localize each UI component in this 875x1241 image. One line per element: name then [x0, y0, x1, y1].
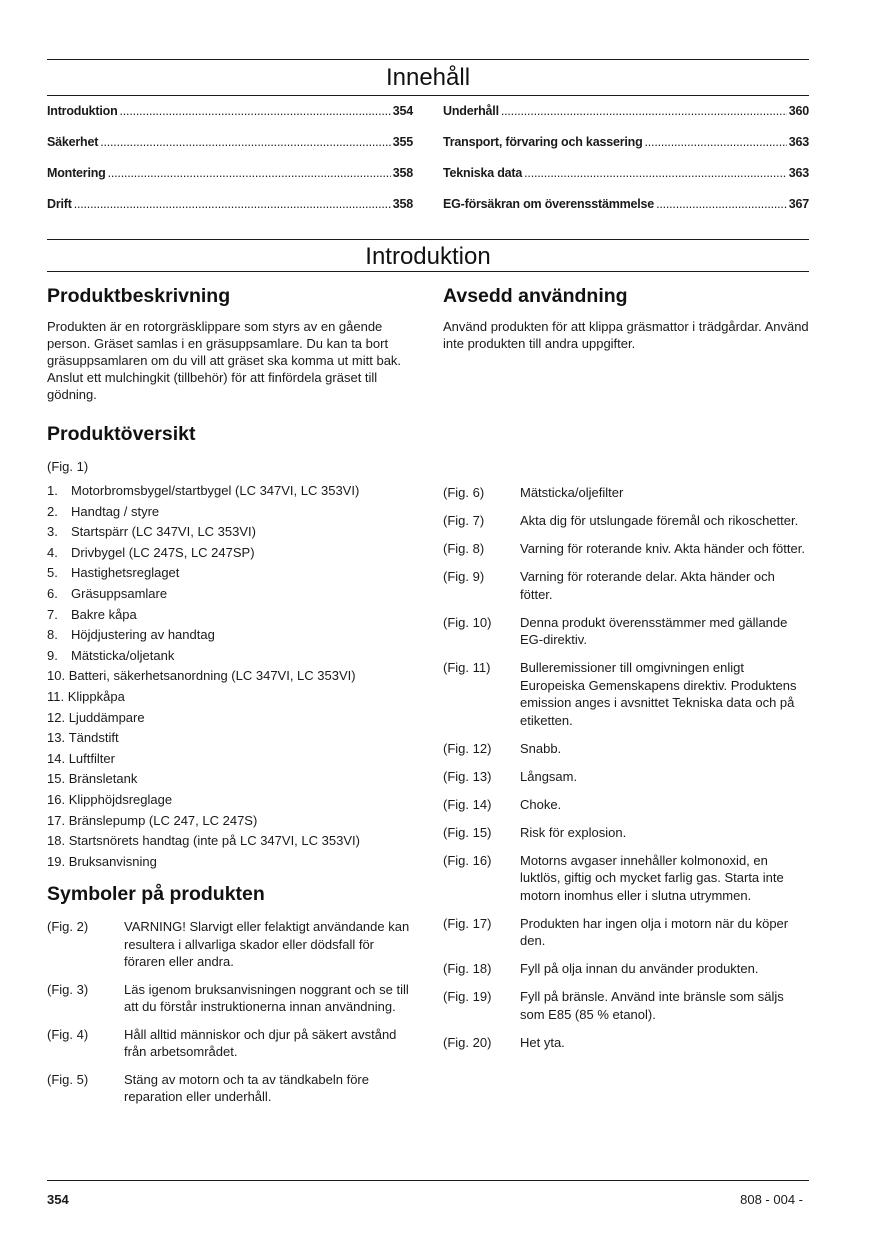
list-item: [47, 585, 413, 606]
item-text: Klippkåpa: [67, 688, 125, 704]
figure-reference: (Fig. 3): [47, 981, 89, 997]
symbol-description: Het yta.: [520, 1034, 565, 1050]
item-text: Handtag / styre: [71, 503, 160, 519]
toc-entry-page: 358: [392, 197, 413, 211]
subsection-heading: Produktöversikt: [47, 423, 196, 445]
toc-entry-page: 363: [788, 135, 809, 149]
symbol-list-left: [47, 918, 413, 1106]
symbol-entry: [443, 614, 809, 649]
symbol-description: Motorns avgaser innehåller kolmonoxid, en luktlös, giftig och mycket farlig gas. Starta inte motorn inomhus eller i slutna utrymmen.: [520, 852, 784, 903]
item-number: 4.: [47, 544, 58, 560]
toc-entry-title: Montering: [47, 166, 106, 180]
intro-title-rule: [47, 271, 809, 272]
toc-entry-page: 358: [392, 166, 413, 180]
symbol-description: Mätsticka/oljefilter: [520, 485, 624, 500]
symbol-description: Håll alltid människor och djur på säkert avstånd från arbetsområdet.: [124, 1026, 397, 1059]
symbol-description: Bulleremissioner till omgivningen enligt Europeiska Gemenskapens direktiv. Produktens emission anges i avsnittet Tekniska data och på etiketten.: [520, 660, 797, 728]
item-number: 9.: [47, 647, 58, 663]
symbol-entry: [443, 960, 809, 978]
symbol-entry: [443, 768, 809, 786]
toc-entry-title: Drift: [47, 197, 72, 211]
toc-leader: [100, 135, 391, 149]
list-item: [47, 626, 413, 647]
list-item: [47, 729, 413, 750]
item-number: 5.: [47, 565, 58, 581]
toc-entry[interactable]: [47, 197, 413, 228]
figure-reference: (Fig. 12): [443, 740, 492, 756]
toc-leader: [645, 135, 787, 149]
symbol-description: Långsam.: [520, 768, 578, 784]
symbol-description: Risk för explosion.: [520, 824, 627, 840]
item-number: 2.: [47, 503, 58, 519]
item-number: 15.: [47, 771, 66, 787]
item-number: 7.: [47, 606, 58, 622]
list-item: [47, 523, 413, 544]
item-number: 13.: [47, 730, 66, 746]
symbol-entry: [47, 1071, 413, 1106]
item-number: 11.: [47, 688, 65, 704]
toc-entry-page: 360: [788, 104, 809, 118]
document-code: 808 - 004 -: [740, 1192, 803, 1207]
list-item: [47, 709, 413, 730]
paragraph: Produkten är en rotorgräsklippare som styrs av en gående person. Gräset samlas i en gräsuppsamlare. Du kan ta bort gräsuppsamlaren om du vill att gräset ska komma ut mitt bak. Anslut ett mulchingkit (tillbehör) för att finfördela gräset till gödning.: [47, 319, 402, 402]
item-text: Startspärr (LC 347VI, LC 353VI): [71, 524, 256, 540]
symbol-description: Snabb.: [520, 740, 562, 756]
toc-entry-title: Säkerhet: [47, 135, 99, 149]
intro-rule: [47, 239, 809, 240]
toc-entry-title: Tekniska data: [443, 166, 523, 180]
item-number: 10.: [47, 668, 66, 684]
toc-entry-title: EG-försäkran om överensstämmelse: [443, 197, 655, 211]
item-text: Bakre kåpa: [71, 606, 137, 622]
item-text: Motorbromsbygel/startbygel (LC 347VI, LC 353VI): [71, 483, 360, 498]
symbol-description: Denna produkt överensstämmer med gällande EG-direktiv.: [520, 614, 788, 647]
toc-entry[interactable]: [443, 135, 809, 166]
item-text: Bränsletank: [68, 771, 138, 787]
item-text: Batteri, säkerhetsanordning (LC 347VI, LC 353VI): [68, 668, 356, 684]
symbol-entry: [443, 852, 809, 905]
symbol-description: Stäng av motorn och ta av tändkabeln före reparation eller underhåll.: [124, 1071, 369, 1104]
item-number: 6.: [47, 585, 58, 601]
symbol-description: VARNING! Slarvigt eller felaktigt användande kan resultera i allvarliga skador eller dödsfall för föraren eller andra.: [124, 919, 410, 969]
product-overview: [47, 422, 413, 873]
symbol-description: Fyll på olja innan du använder produkten.: [520, 961, 759, 976]
item-number: 16.: [47, 791, 66, 807]
symbol-description: Produkten har ingen olja i motorn när du köper den.: [520, 915, 789, 948]
subsection-heading: Produktbeskrivning: [47, 285, 231, 307]
figure-reference: (Fig. 19): [443, 989, 492, 1004]
toc-entry-page: 363: [788, 166, 809, 180]
symbol-entry: [443, 915, 809, 950]
figure-reference: (Fig. 1): [47, 459, 89, 474]
paragraph: Använd produkten för att klippa gräsmattor i trädgårdar. Använd inte produkten till andra uppgifter.: [443, 319, 809, 351]
toc-entry-title: Underhåll: [443, 104, 499, 118]
symbol-description: Choke.: [520, 796, 562, 812]
toc-entry[interactable]: [47, 135, 413, 166]
figure-reference: (Fig. 4): [47, 1026, 89, 1042]
toc-right-column: [443, 104, 809, 228]
symbol-entry: [443, 740, 809, 758]
item-text: Mätsticka/oljetank: [71, 647, 175, 663]
symbol-description: Varning för roterande delar. Akta händer och fötter.: [520, 569, 775, 602]
figure-reference: (Fig. 6): [443, 485, 485, 500]
toc-leader: [108, 166, 391, 180]
toc-entry-page: 367: [788, 197, 809, 211]
item-text: Hastighetsreglaget: [71, 565, 180, 581]
section-title: Introduktion: [365, 243, 491, 270]
item-number: 14.: [47, 750, 66, 766]
subsection-heading: Symboler på produkten: [47, 883, 265, 905]
figure-reference: (Fig. 7): [443, 513, 485, 528]
symbol-description: Fyll på bränsle. Använd inte bränsle som säljs som E85 (85 % etanol).: [520, 989, 784, 1022]
item-text: Luftfilter: [68, 750, 115, 766]
symbol-entry: [443, 988, 809, 1023]
list-item: [47, 791, 413, 812]
toc-entry[interactable]: [443, 104, 809, 135]
item-number: 18.: [47, 833, 66, 849]
symbol-description: Läs igenom bruksanvisningen noggrant och se till att du förstår instruktionerna innan användning.: [124, 981, 409, 1014]
figure-reference: (Fig. 13): [443, 768, 492, 784]
toc-entry-page: 355: [392, 135, 413, 149]
toc-entry[interactable]: [443, 197, 809, 228]
list-item: [47, 647, 413, 668]
page-number: 354: [47, 1192, 69, 1207]
toc-entry-title: Transport, förvaring och kassering: [443, 135, 643, 149]
toc-leader: [74, 197, 391, 211]
toc-entry-title: Introduktion: [47, 104, 118, 118]
list-item: [47, 503, 413, 524]
item-number: 17.: [47, 812, 66, 828]
figure-reference: (Fig. 20): [443, 1034, 492, 1050]
symbol-entry: [47, 918, 413, 971]
subsection-heading: Avsedd användning: [443, 285, 628, 307]
figure-reference: (Fig. 17): [443, 915, 492, 931]
toc-leader: [524, 166, 787, 180]
intended-use: [443, 284, 809, 352]
toc-entry-page: 354: [392, 104, 413, 118]
list-item: [47, 812, 413, 833]
symbol-entry: [443, 540, 809, 558]
figure-reference: (Fig. 9): [443, 569, 485, 584]
toc-leader: [656, 197, 787, 211]
figure-reference: (Fig. 16): [443, 852, 492, 868]
toc-left-column: [47, 104, 413, 228]
item-number: 3.: [47, 524, 58, 540]
manual-page: [47, 0, 809, 1241]
figure-reference: (Fig. 10): [443, 614, 492, 630]
figure-reference: (Fig. 15): [443, 824, 492, 840]
symbol-entry: [443, 512, 809, 530]
toc-entry[interactable]: [443, 166, 809, 197]
item-number: 19.: [47, 853, 66, 869]
product-symbols: [47, 882, 413, 1106]
toc-entry[interactable]: [47, 104, 413, 135]
toc-leader: [120, 104, 391, 118]
toc-leader: [501, 104, 787, 118]
figure-reference: (Fig. 5): [47, 1071, 89, 1087]
item-number: 12.: [47, 709, 66, 725]
list-item: [47, 688, 413, 709]
list-item: [47, 564, 413, 585]
item-number: 1.: [47, 483, 58, 498]
symbol-entry: [443, 659, 809, 729]
item-text: Bränslepump (LC 247, LC 247S): [68, 812, 258, 828]
list-item: [47, 832, 413, 853]
item-text: Startsnörets handtag (inte på LC 347VI, LC 353VI): [68, 833, 360, 849]
list-item: [47, 667, 413, 688]
symbol-entry: [443, 484, 809, 502]
list-item: [47, 853, 413, 874]
footer-rule: [47, 1180, 809, 1181]
figure-reference: (Fig. 14): [443, 796, 492, 812]
symbol-list-right: [443, 484, 809, 1051]
symbol-description: Akta dig för utslungade föremål och rikoschetter.: [520, 513, 799, 528]
toc-title-rule: [47, 95, 809, 96]
list-item: [47, 606, 413, 627]
list-item: [47, 750, 413, 771]
figure-reference: (Fig. 18): [443, 961, 492, 976]
product-description: [47, 284, 413, 403]
toc-title: Innehåll: [385, 64, 471, 91]
list-item: [47, 544, 413, 565]
symbol-entry: [443, 824, 809, 842]
item-text: Ljuddämpare: [68, 709, 145, 725]
figure-reference: (Fig. 8): [443, 541, 485, 556]
parts-list: [47, 482, 413, 873]
item-text: Höjdjustering av handtag: [71, 627, 215, 643]
list-item: [47, 770, 413, 791]
item-text: Bruksanvisning: [68, 853, 157, 869]
figure-reference: (Fig. 11): [443, 660, 491, 675]
symbol-entry: [443, 796, 809, 814]
symbol-entry: [443, 568, 809, 603]
list-item: [47, 482, 413, 503]
item-number: 8.: [47, 627, 58, 643]
toc-entry[interactable]: [47, 166, 413, 197]
item-text: Klipphöjdsreglage: [68, 791, 173, 807]
symbol-description: Varning för roterande kniv. Akta händer och fötter.: [520, 541, 805, 556]
figure-reference: (Fig. 2): [47, 919, 89, 934]
item-text: Gräsuppsamlare: [71, 585, 168, 601]
symbol-entry: [47, 1026, 413, 1061]
symbol-entry: [47, 981, 413, 1016]
top-rule: [47, 59, 809, 60]
item-text: Tändstift: [68, 730, 119, 746]
symbol-entry: [443, 1034, 809, 1052]
item-text: Drivbygel (LC 247S, LC 247SP): [71, 544, 255, 560]
